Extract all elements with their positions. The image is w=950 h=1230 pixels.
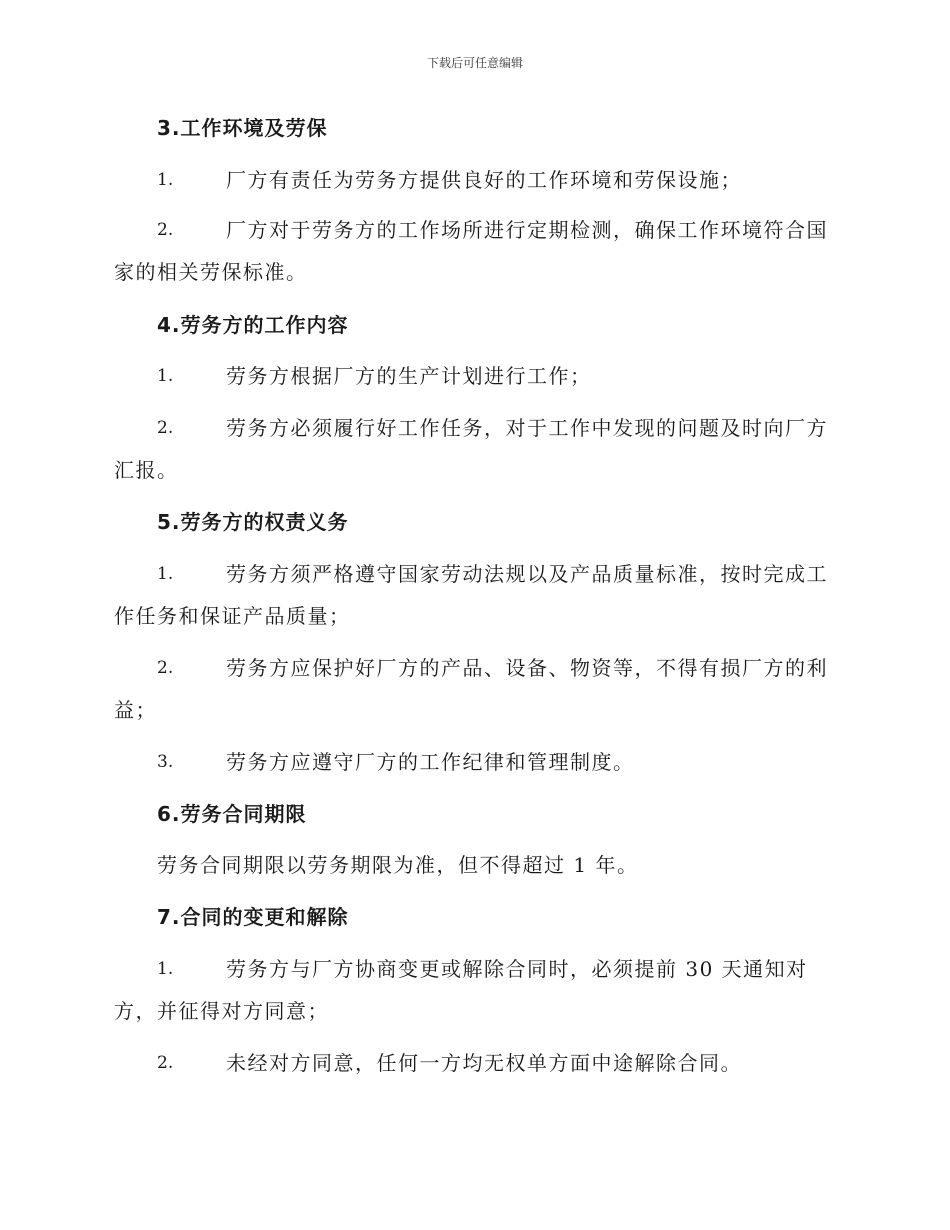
item-text-continuation: 汇报。 — [114, 458, 179, 482]
item-text: 劳务方须严格遵守国家劳动法规以及产品质量标准，按时完成工 — [226, 562, 828, 586]
item-number: 1. — [157, 366, 174, 386]
section-heading: 4.劳务方的工作内容 — [157, 313, 349, 337]
item-text-continuation: 家的相关劳保标准。 — [114, 260, 308, 284]
item-text: 厂方有责任为劳务方提供良好的工作环境和劳保设施； — [226, 168, 742, 192]
item-number: 1. — [157, 170, 174, 190]
section-heading: 3.工作环境及劳保 — [157, 116, 328, 140]
section-heading: 7.合同的变更和解除 — [157, 905, 349, 929]
item-text: 劳务方应保护好厂方的产品、设备、物资等，不得有损厂方的利 — [226, 656, 828, 680]
item-number: 1. — [157, 959, 174, 979]
header-note: 下载后可任意编辑 — [426, 56, 523, 70]
item-text: 厂方对于劳务方的工作场所进行定期检测，确保工作环境符合国 — [226, 218, 828, 242]
item-number: 2. — [157, 1053, 174, 1073]
item-number: 2. — [157, 418, 174, 438]
section-heading: 5.劳务方的权责义务 — [157, 510, 349, 534]
item-text-continuation: 益； — [114, 698, 157, 722]
item-text: 劳务方与厂方协商变更或解除合同时，必须提前 30 天通知对 — [226, 957, 808, 981]
item-text: 劳务方根据厂方的生产计划进行工作； — [226, 364, 592, 388]
item-text-continuation: 方，并征得对方同意； — [114, 999, 329, 1023]
paragraph-text: 劳务合同期限以劳务期限为准，但不得超过 1 年。 — [157, 853, 639, 877]
item-text-continuation: 作任务和保证产品质量； — [114, 604, 351, 628]
section-heading: 6.劳务合同期限 — [157, 802, 307, 826]
item-text: 劳务方必须履行好工作任务，对于工作中发现的问题及时向厂方 — [226, 416, 828, 440]
item-number: 2. — [157, 658, 174, 678]
item-text: 未经对方同意，任何一方均无权单方面中途解除合同。 — [226, 1051, 742, 1075]
item-number: 1. — [157, 564, 174, 584]
item-number: 3. — [157, 752, 174, 772]
item-text: 劳务方应遵守厂方的工作纪律和管理制度。 — [226, 750, 635, 774]
item-number: 2. — [157, 220, 174, 240]
